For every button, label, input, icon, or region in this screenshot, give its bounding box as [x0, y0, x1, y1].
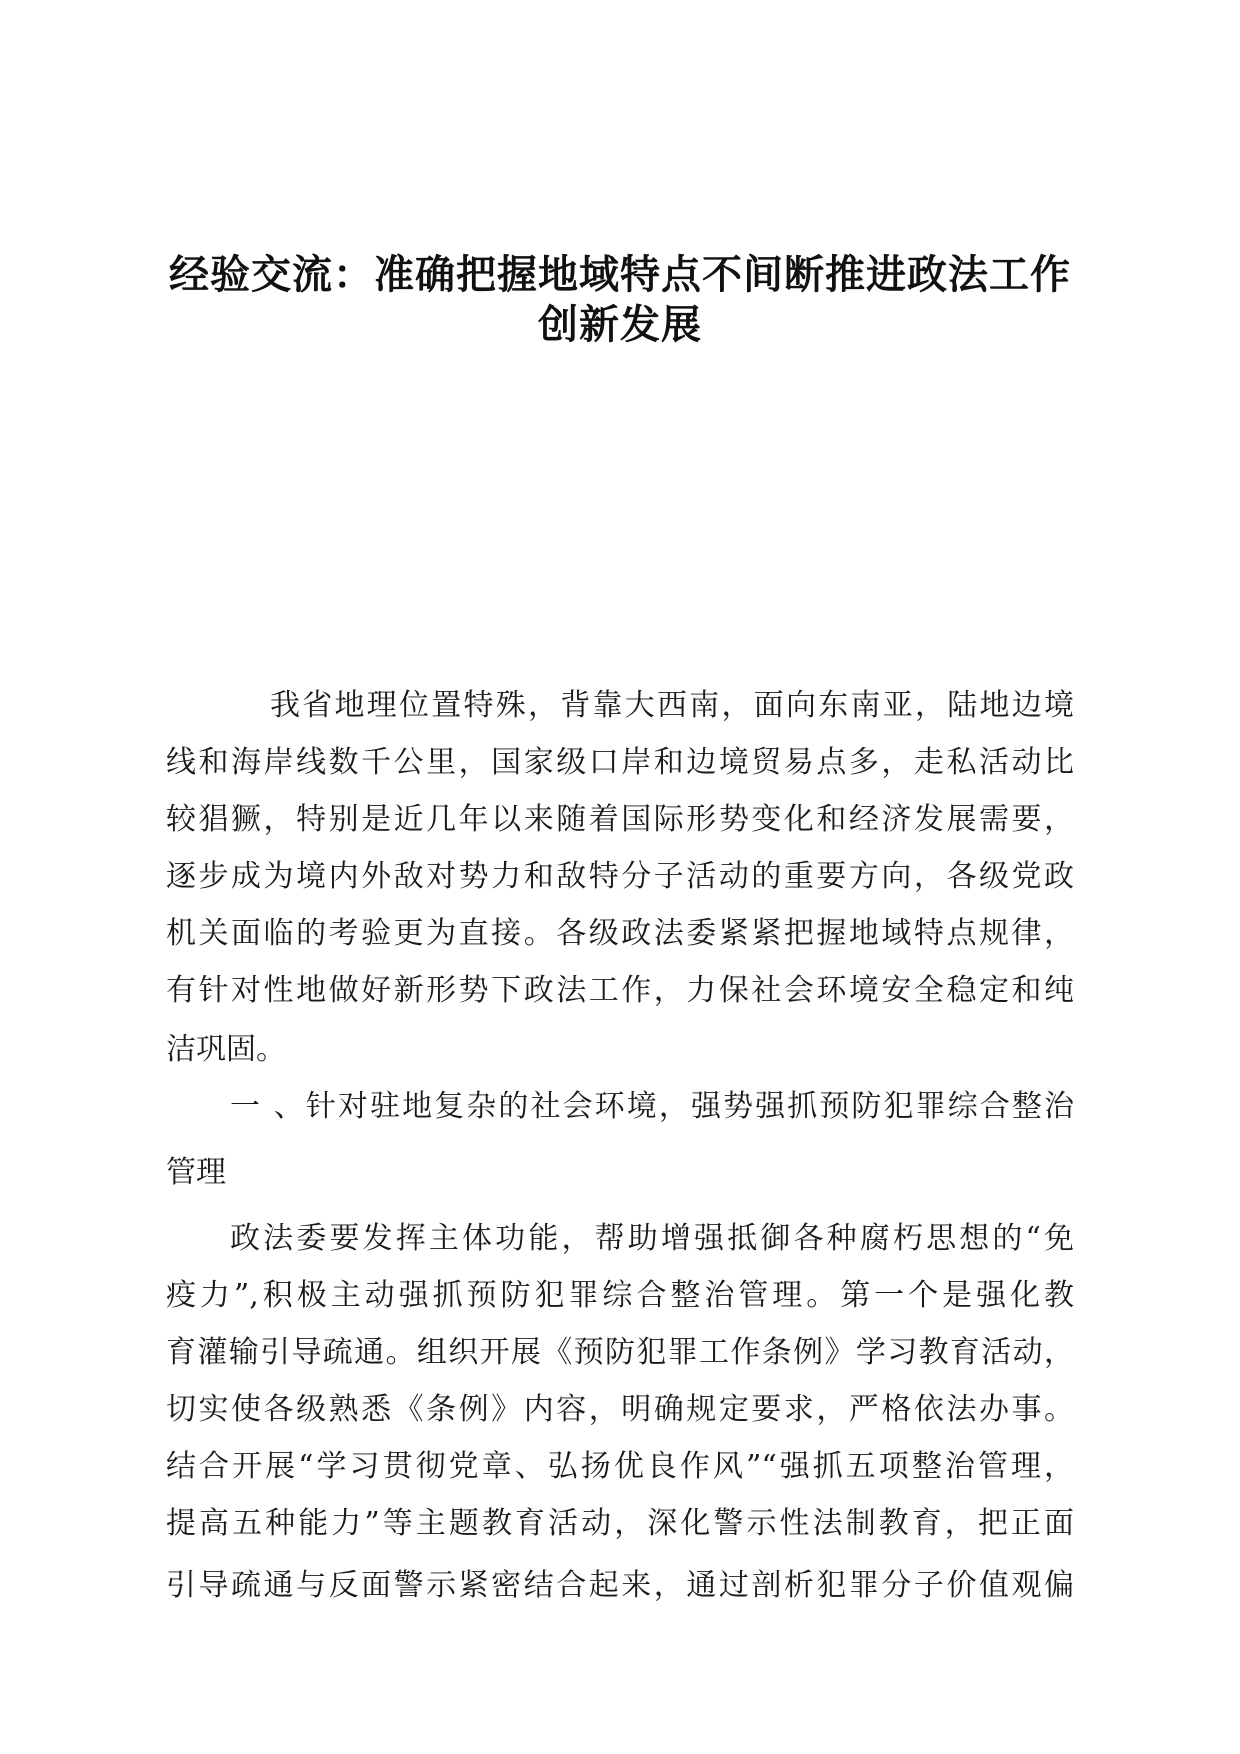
paragraph-line: 我省地理位置特殊，背靠大西南，面向东南亚，陆地边境	[270, 688, 1074, 723]
paragraph-line: 政法委要发挥主体功能，帮助增强抵御各种腐朽思想的“免	[230, 1221, 1074, 1256]
document-title-line-1: 经验交流：准确把握地域特点不间断推进政法工作	[169, 252, 1071, 298]
section-heading-line: 管理	[166, 1155, 226, 1190]
paragraph-line: 机关面临的考验更为直接。各级政法委紧紧把握地域特点规律，	[166, 916, 1074, 951]
paragraph-line: 逐步成为境内外敌对势力和敌特分子活动的重要方向，各级党政	[166, 859, 1074, 894]
paragraph-line: 引导疏通与反面警示紧密结合起来，通过剖析犯罪分子价值观偏	[166, 1568, 1074, 1603]
paragraph-line: 疫力”,积极主动强抓预防犯罪综合整治管理。第一个是强化教	[166, 1278, 1074, 1313]
paragraph-line: 提高五种能力”等主题教育活动，深化警示性法制教育，把正面	[166, 1506, 1074, 1541]
paragraph-line: 洁巩固。	[166, 1032, 286, 1067]
paragraph-line: 有针对性地做好新形势下政法工作，力保社会环境安全稳定和纯	[166, 973, 1074, 1008]
document-title-line-2: 创新发展	[538, 302, 702, 348]
paragraph-line: 切实使各级熟悉《条例》内容，明确规定要求，严格依法办事。	[166, 1392, 1074, 1427]
paragraph-line: 育灌输引导疏通。组织开展《预防犯罪工作条例》学习教育活动，	[166, 1335, 1074, 1370]
paragraph-line: 较猖獗，特别是近几年以来随着国际形势变化和经济发展需要，	[166, 802, 1074, 837]
paragraph-line: 线和海岸线数千公里，国家级口岸和边境贸易点多，走私活动比	[166, 745, 1074, 780]
paragraph-line: 结合开展“学习贯彻党章、弘扬优良作风”“强抓五项整治管理，	[166, 1449, 1074, 1484]
section-heading-line: 一 、针对驻地复杂的社会环境，强势强抓预防犯罪综合整治	[230, 1089, 1074, 1124]
